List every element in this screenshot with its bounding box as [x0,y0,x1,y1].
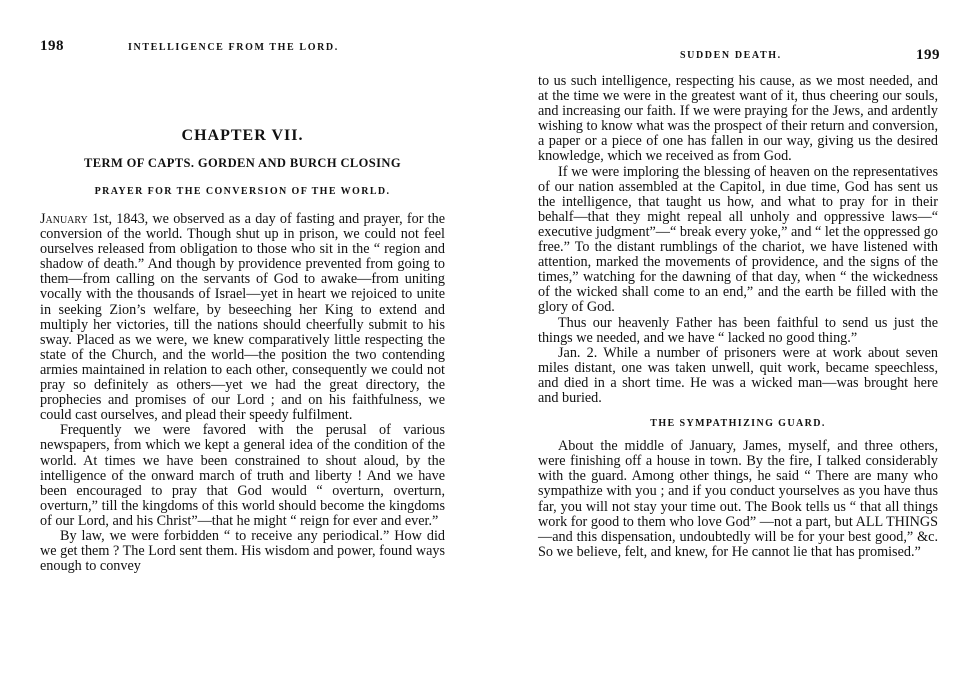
paragraph: Jan. 2. While a number of prisoners were at work about seven miles distant, one was taken unwell, quit work, became speechless, and died in a short time. He was a wicked man—was brought here and buried. [538,344,938,406]
chapter-subtitle-secondary: PRAYER FOR THE CONVERSION OF THE WORLD. [94,186,391,197]
chapter-subtitle: TERM OF CAPTS. GORDEN AND BURCH CLOSING [84,156,401,170]
text-column [538,74,938,560]
page-number: 199 [916,47,940,63]
paragraph: to us such intelligence, respecting his cause, as we most needed, and at the time we were in the greatest want of it, thus cheering our souls, and increasing our faith. If we were praying for the Jews, and ardently wishing to know what was the prospect of their return and conversion, a paper or a piece of one has fallen in our way, giving us the desired knowledge, which we received as from God. [538,73,938,165]
paragraph: If we were imploring the blessing of heaven on the representatives of our nation assembled at the Capitol, in due time, God has sent us the intelligence, that taught us how, and what to pray for in their behalf—that they might repeal all unholy and oppressive laws—“ executive judgment”—“ break every yoke,” and “ let the oppressed go free.” To the distant rumblings of the chariot, we have listened with attention, marked the movements of providence, and the signs of the times,” watching for the dawning of that day, when “ the wickedness of the wicked shall come to an end,” and the earth be filled with the glory of God. [538,163,938,316]
section-heading: THE SYMPATHIZING GUARD. [650,418,826,430]
paragraph [40,212,445,423]
paragraph-lead-word: January [40,211,88,227]
paragraph-text: 1st, 1843, we observed as a day of fasting and prayer, for the conversion of the world. Though shut up in prison, we could not feel ourselves released from obligation to those who sit in the “ region and shadow of death.” And though by providence prevented from going to them—from calling on the servants of God to awake—from uniting vocally with the thousands of Israel—yet in heart we rejoiced to unite in seeking Zion’s welfare, by beseeching her King to extend and multiply her victories, till the nations should cheerfully submit to his sway. Placed as we were, we knew comparatively little respecting the state of the Church, and the world—the position the two contending armies maintained in relation to each other, consequently we could not pray so definitely as others—yet we had the great directory, the prophecies and promises of our Lord ; and on his faithfulness, we could cast ourselves, and plead their speedy fulfilment. [40,211,445,424]
paragraph: Frequently we were favored with the perusal of various newspapers, from which we kept a general idea of the condition of the world. At times we have been constrained to shout aloud, by the intelligence of the onward march of truth and liberty ! And we have been encouraged to pray that God would “ overturn, overturn, overturn,” till the kingdoms of this world should become the kingdoms of our Lord, and his Christ”—that he might “ reign for ever and ever.” [40,422,445,529]
right-page [490,0,980,693]
text-column [40,212,445,574]
running-head: SUDDEN DEATH. [680,50,782,61]
paragraph: Thus our heavenly Father has been faithful to send us just the things we needed, and we have “ lacked no good thing.” [538,314,938,346]
paragraph: By law, we were forbidden “ to receive any periodical.” How did we get them ? The Lord sent them. His wisdom and power, found ways enough to convey [40,527,445,575]
page-number: 198 [40,38,64,54]
running-head: INTELLIGENCE FROM THE LORD. [128,42,339,53]
chapter-title: CHAPTER VII. [181,127,304,144]
paragraph: About the middle of January, James, myself, and three others, were finishing off a house in town. By the fire, I talked considerably with the guard. Among other things, he said “ There are many who sympathize with you ; and if you conduct yourselves as you have thus far, you will not stay your time out. The Book tells us “ that all things work for good to them who love God” —not a part, but ALL THINGS—and this dispensation, undoubtedly will be for your best good,” &c. So we believe, felt, and knew, for He cannot lie that has promised.” [538,438,938,560]
